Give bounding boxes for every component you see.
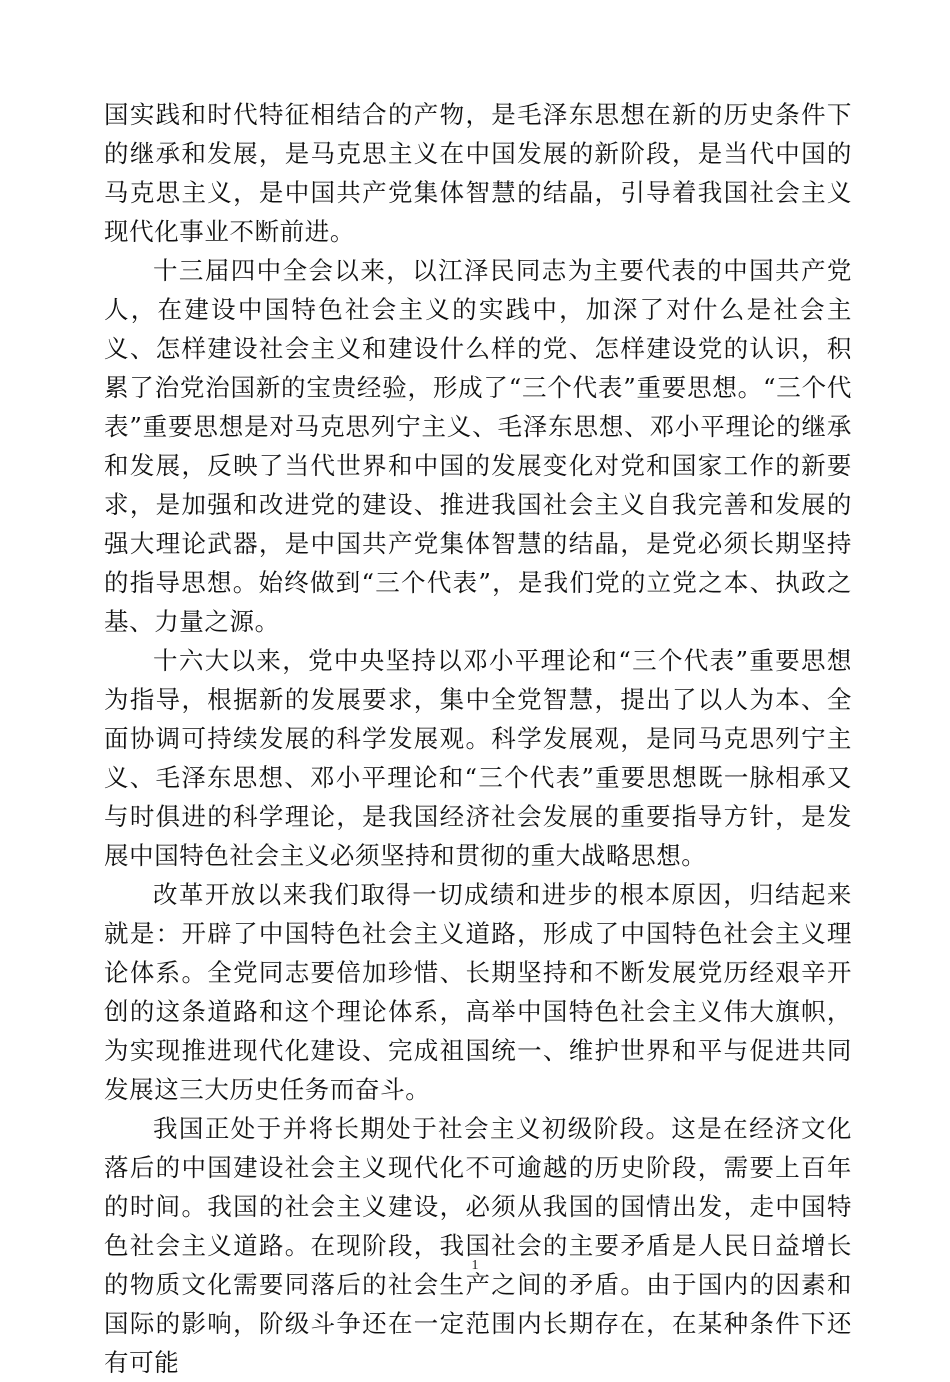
- paragraph-1: 国实践和时代特征相结合的产物，是毛泽东思想在新的历史条件下的继承和发展，是马克思主义在中国发展的新阶段，是当代中国的马克思主义，是中国共产党集体智慧的结晶，引导着我国社会主义现代化事业不断前进。: [104, 100, 852, 246]
- paragraph-2: 十三届四中全会以来，以江泽民同志为主要代表的中国共产党人，在建设中国特色社会主义的实践中，加深了对什么是社会主义、怎样建设社会主义和建设什么样的党、怎样建设党的认识，积累了治党治国新的宝贵经验，形成了“三个代表”重要思想。“三个代表”重要思想是对马克思列宁主义、毛泽东思想、邓小平理论的继承和发展，反映了当代世界和中国的发展变化对党和国家工作的新要求，是加强和改进党的建设、推进我国社会主义自我完善和发展的强大理论武器，是中国共产党集体智慧的结晶，是党必须长期坚持的指导思想。始终做到“三个代表”，是我们党的立党之本、执政之基、力量之源。: [104, 256, 852, 636]
- page-number: 1: [471, 1258, 479, 1273]
- paragraph-5: 我国正处于并将长期处于社会主义初级阶段。这是在经济文化落后的中国建设社会主义现代化不可逾越的历史阶段，需要上百年的时间。我国的社会主义建设，必须从我国的国情出发，走中国特色社会主义道路。在现阶段，我国社会的主要矛盾是人民日益增长的物质文化需要同落后的社会生产之间的矛盾。由于国内的因素和国际的影响，阶级斗争还在一定范围内长期存在，在某种条件下还有可能: [104, 1114, 852, 1377]
- paragraph-4: 改革开放以来我们取得一切成绩和进步的根本原因，归结起来就是：开辟了中国特色社会主义道路，形成了中国特色社会主义理论体系。全党同志要倍加珍惜、长期坚持和不断发展党历经艰辛开创的这条道路和这个理论体系，高举中国特色社会主义伟大旗帜，为实现推进现代化建设、完成祖国统一、维护世界和平与促进共同发展这三大历史任务而奋斗。: [104, 880, 852, 1104]
- paragraph-3: 十六大以来，党中央坚持以邓小平理论和“三个代表”重要思想为指导，根据新的发展要求，集中全党智慧，提出了以人为本、全面协调可持续发展的科学发展观。科学发展观，是同马克思列宁主义、毛泽东思想、邓小平理论和“三个代表”重要思想既一脉相承又与时俱进的科学理论，是我国经济社会发展的重要指导方针，是发展中国特色社会主义必须坚持和贯彻的重大战略思想。: [104, 646, 852, 870]
- document-body: [104, 95, 852, 1382]
